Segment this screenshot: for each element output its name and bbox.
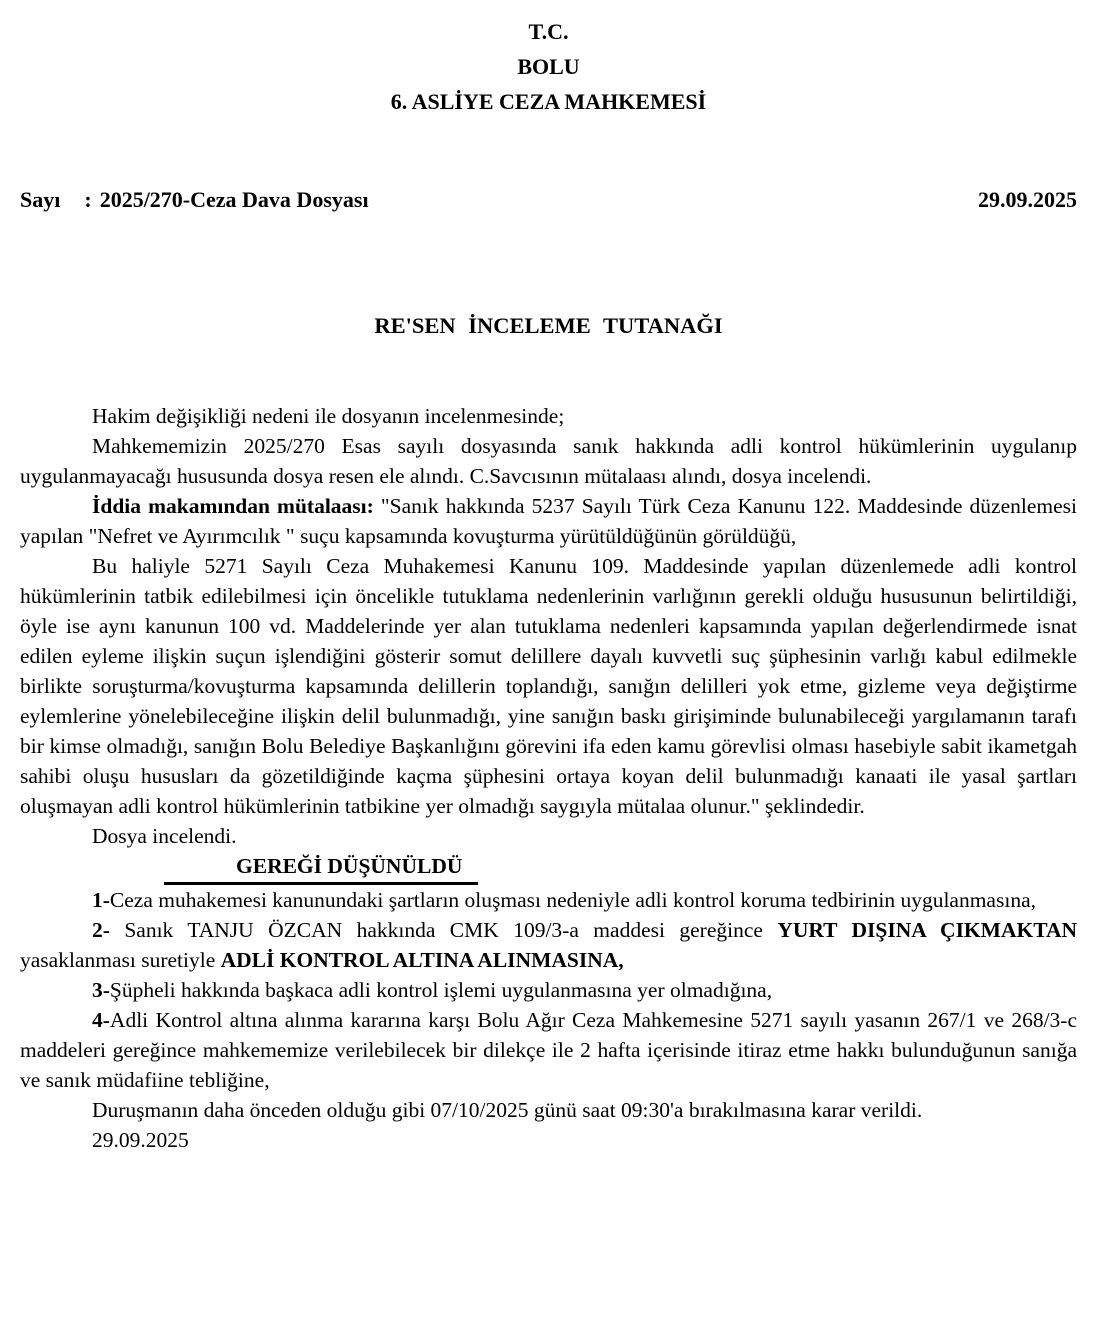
paragraph-legal-assessment: Bu haliyle 5271 Sayılı Ceza Muhakemesi Kanunu 109. Maddesinde yapılan düzenlemede adli kontrol hükümlerinin tatbik edilebilmesi için öncelikle tutuklama nedenlerinin varlığının gerekli olduğu hususunun belirtildiği, öyle ise aynı kanunun 100 vd. Maddelerinde yer alan tutuklama nedenleri kapsamında yapılan değerlendirmede isnat edilen eyleme ilişkin suçun işlendiğini gösterir somut delillere dayalı kuvvetli suç şüphesinin varlığı kabul edilmekle birlikte soruşturma/kovuşturma kapsamında delillerin toplandığı, sanığın delilleri yok etme, gizleme veya değiştirme eylemlerine yönelebileceğine ilişkin delil bulunmadığı, yine sanığın baskı girişiminde bulunabileceği yargılamanın tarafı bir kimse olmadığı, sanığın Bolu Belediye Başkanlığını görevini ifa eden kamu görevlisi olması hasebiyle sabit ikametgah sahibi oluşu hususları da gözetildiğinde kaçma şüphesini ortaya koyan delil bulunmadığı kanaati ile yasal şartları oluşmayan adli kontrol hükümlerinin tatbikine yer olmadığı saygıyla mütalaa olunur." şeklindedir. [20,554,1077,818]
case-number-value: 2025/270-Ceza Dava Dosyası [99,187,369,212]
decision-item-1-text: Ceza muhakemesi kanunundaki şartların oluşması nedeniyle adli kontrol koruma tedbirinin uygulanmasına, [109,888,1036,912]
document-body [20,401,1077,1155]
court-city: BOLU [517,54,580,79]
decision-item-3-number: 3- [92,978,110,1002]
decision-item-4-text: Adli Kontrol altına alınma kararına karşı Bolu Ağır Ceza Mahkemesine 5271 sayılı yasanın 267/1 ve 268/3-c maddeleri gereğince mahkememize verilebilecek bir dilekçe ile 2 hafta içerisinde itiraz etme hakkı bulunduğunun sanığa ve sanık müdafiine tebliğine, [20,1008,1077,1092]
paragraph-prosecutor-opinion [20,491,1077,551]
footer-date: 29.09.2025 [92,1128,189,1152]
country-abbreviation: T.C. [528,19,569,44]
decision-heading-row [20,851,1077,885]
decision-item-1 [20,885,1077,915]
case-number-row [20,185,1077,215]
decision-item-2-text-b: yasaklanması suretiyle [20,948,221,972]
decision-item-2 [20,915,1077,975]
decision-item-4 [20,1005,1077,1095]
document-title: RE'SEN İNCELEME TUTANAĞI [374,313,723,338]
paragraph-case-review: Mahkememizin 2025/270 Esas sayılı dosyasında sanık hakkında adli kontrol hükümlerinin uygulanıp uygulanmayacağı hususunda dosya resen ele alındı. C.Savcısının mütalaası alındı, dosya incelendi. [20,434,1077,488]
decision-item-2-bold-judicial-control: ADLİ KONTROL ALTINA ALINMASINA, [220,948,624,972]
decision-item-2-bold-travel-ban: YURT DIŞINA ÇIKMAKTAN [777,918,1077,942]
decision-item-2-number: 2- [92,918,110,942]
paragraph-file-examined: Dosya incelendi. [92,824,237,848]
paragraph-hearing-adjournment: Duruşmanın daha önceden olduğu gibi 07/10/2025 günü saat 09:30'a bırakılmasına karar verildi. [92,1098,923,1122]
prosecutor-opinion-text: "Sanık hakkında 5237 Sayılı Türk Ceza Kanunu 122. Maddesinde düzenlemesi yapılan "Nefret ve Ayırımcılık " suçu kapsamında kovuşturma yürütüldüğünün görüldüğü, [20,494,1077,548]
court-header [20,14,1077,119]
paragraph-intro: Hakim değişikliği nedeni ile dosyanın incelenmesinde; [92,404,565,428]
document-date: 29.09.2025 [978,187,1077,212]
decision-heading: GEREĞİ DÜŞÜNÜLDÜ [164,851,478,885]
case-number [20,185,369,215]
decision-item-4-number: 4- [92,1008,110,1032]
decision-item-1-number: 1- [92,888,110,912]
case-number-separator: : [84,187,92,212]
decision-item-2-text-a: Sanık TANJU ÖZCAN hakkında CMK 109/3-a maddesi gereğince [109,918,778,942]
prosecutor-opinion-label: İddia makamından mütalaası: [92,494,374,518]
decision-item-3 [20,975,1077,1005]
case-number-label: Sayı [20,187,61,212]
decision-item-3-text: Şüpheli hakkında başkaca adli kontrol işlemi uygulanmasına yer olmadığına, [109,978,773,1002]
court-name: 6. ASLİYE CEZA MAHKEMESİ [390,89,707,114]
